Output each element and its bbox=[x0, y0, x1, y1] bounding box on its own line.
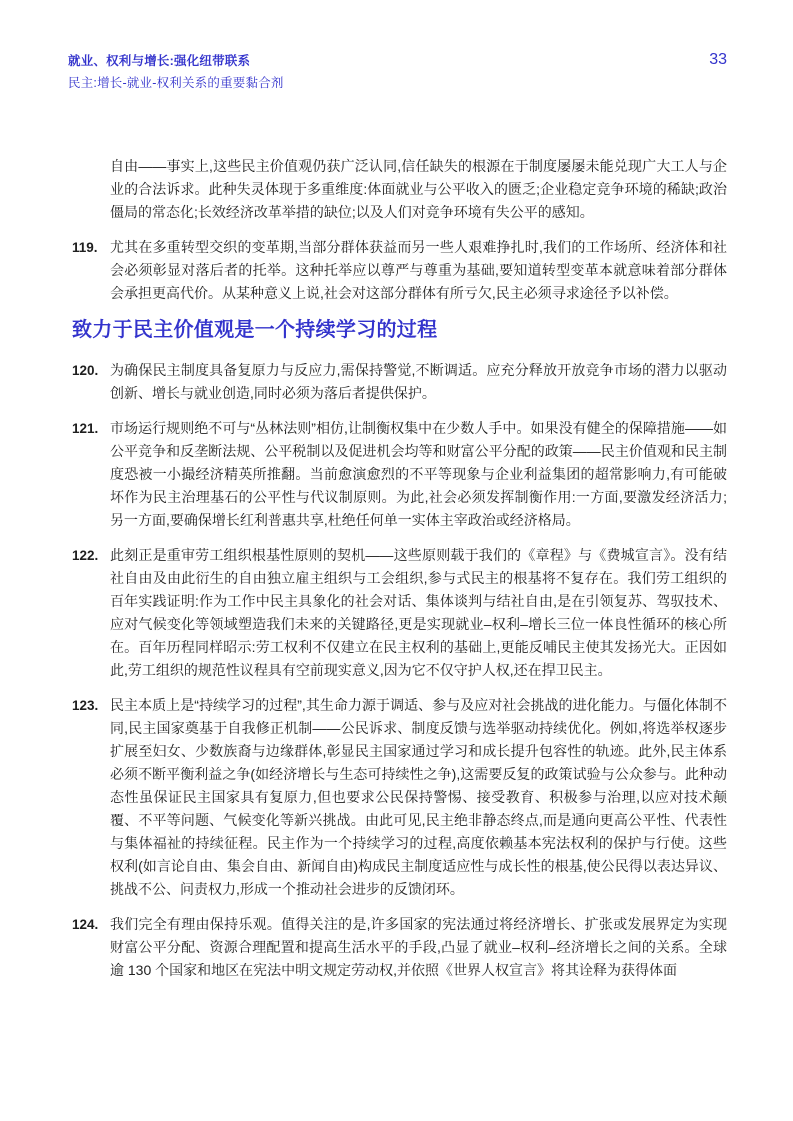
paragraph-number: 119. bbox=[72, 240, 98, 255]
paragraph-119 bbox=[72, 236, 727, 305]
paragraph-124 bbox=[72, 913, 727, 982]
paragraph-text: 尤其在多重转型交织的变革期,当部分群体获益而另一些人艰难挣扎时,我们的工作场所、经济体和社会必须彰显对落后者的托举。这种托举应以尊严与尊重为基础,要知道转型变革本就意味着部分群体会承担更高代价。从某种意义上说,社会对这部分群体有所亏欠,民主必须寻求途径予以补偿。 bbox=[110, 239, 727, 301]
paragraph-121 bbox=[72, 417, 727, 532]
page-number: 33 bbox=[709, 51, 727, 68]
paragraph-text: 市场运行规则绝不可与“丛林法则”相仿,让制衡权集中在少数人手中。如果没有健全的保障措施——如公平竞争和反垄断法规、公平税制以及促进机会均等和财富公平分配的政策——民主价值观和民主制度恐被一小撮经济精英所推翻。当前愈演愈烈的不平等现象与企业利益集团的超常影响力,有可能破坏作为民主治理基石的公平性与代议制原则。为此,社会必须发挥制衡作用:一方面,要激发经济活力;另一方面,要确保增长红利普惠共享,杜绝任何单一实体主宰政治或经济格局。 bbox=[110, 420, 727, 528]
section-heading: 致力于民主价值观是一个持续学习的过程 bbox=[72, 319, 438, 341]
page-body bbox=[72, 155, 727, 994]
paragraph-number: 120. bbox=[72, 363, 99, 378]
paragraph-120 bbox=[72, 359, 727, 405]
paragraph-text: 民主本质上是“持续学习的过程”,其生命力源于调适、参与及应对社会挑战的进化能力。与僵化体制不同,民主国家奠基于自我修正机制——公民诉求、制度反馈与选举驱动持续优化。例如,将选举权逐步扩展至妇女、少数族裔与边缘群体,彰显民主国家通过学习和成长提升包容性的轨迹。此外,民主体系必须不断平衡利益之争(如经济增长与生态可持续性之争),这需要反复的政策试验与公众参与。此种动态性虽保证民主国家具有复原力,但也要求公民保持警惕、接受教育、积极参与治理,以应对技术颠覆、不平等问题、气候变化等新兴挑战。由此可见,民主绝非静态终点,而是通向更高公平性、代表性与集体福祉的持续征程。民主作为一个持续学习的过程,高度依赖基本宪法权利的保护与行使。这些权利(如言论自由、集会自由、新闻自由)构成民主制度适应性与成长性的根基,使公民得以表达异议、挑战不公、问责权力,形成一个推动社会进步的反馈闭环。 bbox=[110, 697, 727, 897]
paragraph-text: 为确保民主制度具备复原力与反应力,需保持警觉,不断调适。应充分释放开放竞争市场的潜力以驱动创新、增长与就业创造,同时必须为落后者提供保护。 bbox=[110, 362, 727, 401]
paragraph-number: 123. bbox=[72, 698, 99, 713]
paragraph-text: 此刻正是重审劳工组织根基性原则的契机——这些原则载于我们的《章程》与《费城宣言》。没有结社自由及由此衍生的自由独立雇主组织与工会组织,参与式民主的根基将不复存在。我们劳工组织的百年实践证明:作为工作中民主具象化的社会对话、集体谈判与结社自由,是在引领复苏、驾驭技术、应对气候变化等领域塑造我们未来的关键路径,更是实现就业–权利–增长三位一体良性循环的核心所在。百年历程同样昭示:劳工权利不仅建立在民主权利的基础上,更能反哺民主使其发扬光大。正因如此,劳工组织的规范性议程具有空前现实意义,因为它不仅守护人权,还在捍卫民主。 bbox=[110, 547, 727, 678]
running-header-titles bbox=[68, 50, 284, 94]
paragraph-continuation bbox=[72, 155, 727, 224]
paragraph-122 bbox=[72, 544, 727, 682]
paragraph-text: 自由——事实上,这些民主价值观仍获广泛认同,信任缺失的根源在于制度屡屡未能兑现广大工人与企业的合法诉求。此种失灵体现于多重维度:体面就业与公平收入的匮乏;企业稳定竞争环境的稀缺;政治僵局的常态化;长效经济改革举措的缺位;以及人们对竞争环境有失公平的感知。 bbox=[110, 158, 727, 220]
paragraph-123 bbox=[72, 694, 727, 901]
running-header bbox=[68, 50, 727, 94]
running-header-subtitle: 民主:增长-就业-权利关系的重要黏合剂 bbox=[68, 76, 284, 90]
paragraph-number: 124. bbox=[72, 917, 99, 932]
paragraph-number: 122. bbox=[72, 548, 99, 563]
paragraph-text: 我们完全有理由保持乐观。值得关注的是,许多国家的宪法通过将经济增长、扩张或发展界定为实现财富公平分配、资源合理配置和提高生活水平的手段,凸显了就业–权利–经济增长之间的关系。全球逾 130 个国家和地区在宪法中明文规定劳动权,并依照《世界人权宣言》将其诠释为获得体面 bbox=[110, 916, 727, 978]
paragraph-number bbox=[72, 155, 110, 224]
running-header-title: 就业、权利与增长:强化纽带联系 bbox=[68, 54, 251, 68]
paragraph-number: 121. bbox=[72, 421, 99, 436]
